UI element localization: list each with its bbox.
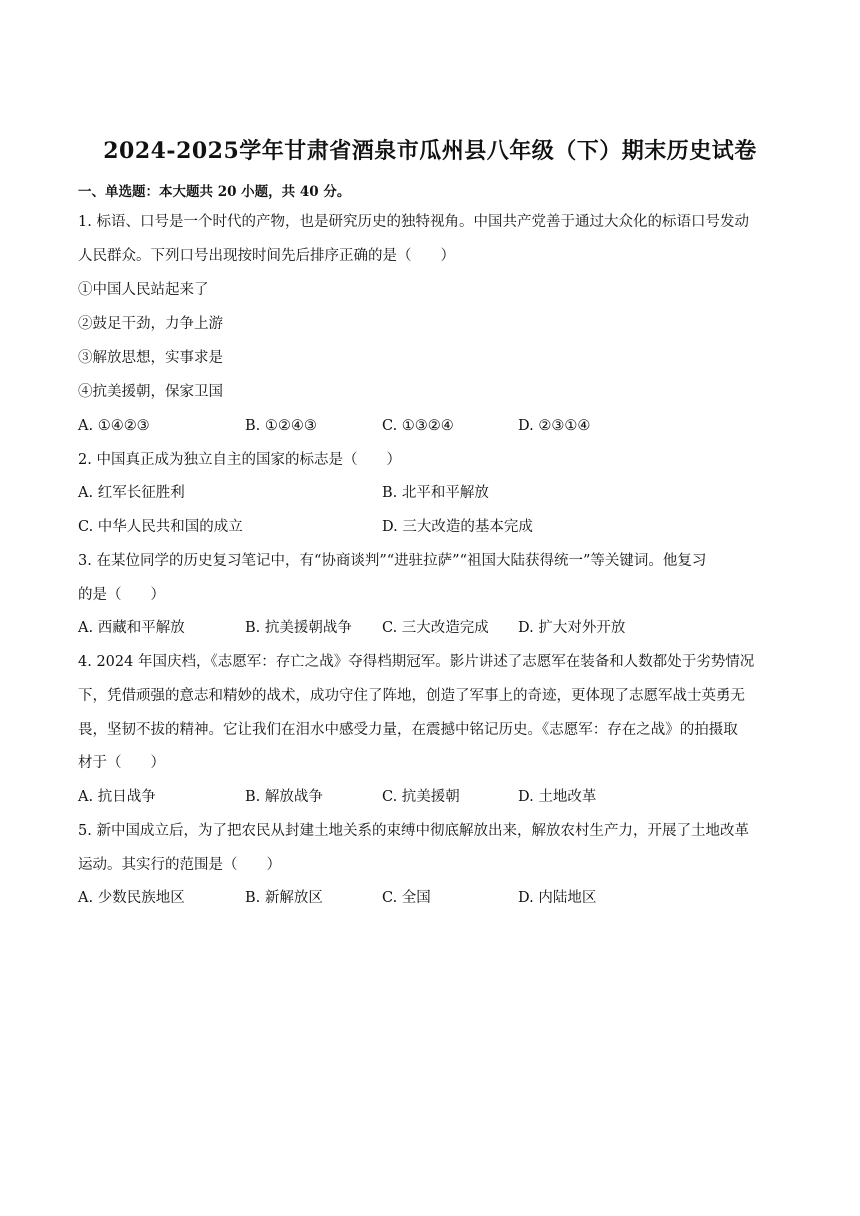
option-b: B. ①②④③ (245, 418, 317, 434)
question-stem-line: 畏，坚韧不拔的精神。它让我们在泪水中感受力量，在震撼中铭记历史。《志愿军：存在之战》的拍摄取 (78, 722, 738, 738)
option-c: C. ①③②④ (382, 418, 454, 434)
option-c: C. 三大改造完成 (382, 620, 489, 636)
question-stem-line: 材于（ ） (78, 755, 165, 771)
option-b: B. 抗美援朝战争 (245, 620, 352, 636)
question-item: ③解放思想，实事求是 (78, 350, 223, 366)
option-d: D. 内陆地区 (518, 890, 597, 906)
option-c: C. 抗美援朝 (382, 789, 460, 805)
question-stem-line: 下，凭借顽强的意志和精妙的战术，成功守住了阵地，创造了军事上的奇迹，更体现了志愿军战士英勇无 (78, 688, 745, 704)
option-c: C. 全国 (382, 890, 431, 906)
question-stem-line: 运动。其实行的范围是（ ） (78, 857, 281, 873)
question-stem-line: 1. 标语、口号是一个时代的产物，也是研究历史的独特视角。中国共产党善于通过大众化的标语口号发动 (78, 214, 749, 230)
question-stem-line: 5. 新中国成立后，为了把农民从封建土地关系的束缚中彻底解放出来，解放农村生产力，开展了土地改革 (78, 823, 749, 839)
question-item: ①中国人民站起来了 (78, 282, 209, 298)
option-d: D. 土地改革 (518, 789, 597, 805)
option-a: A. 抗日战争 (78, 789, 156, 805)
section-heading: 一、单选题：本大题共 20 小题，共 40 分。 (78, 184, 351, 200)
option-b: B. 北平和平解放 (382, 485, 489, 501)
option-d: D. 三大改造的基本完成 (382, 519, 533, 535)
option-a: A. 少数民族地区 (78, 890, 185, 906)
exam-title: 2024-2025学年甘肃省酒泉市瓜州县八年级（下）期末历史试卷 (103, 138, 757, 164)
option-d: D. 扩大对外开放 (518, 620, 626, 636)
option-a: A. 红军长征胜利 (78, 485, 185, 501)
question-stem-line: 人民群众。下列口号出现按时间先后排序正确的是（ ） (78, 248, 455, 264)
option-d: D. ②③①④ (518, 418, 591, 434)
question-stem-line: 4. 2024 年国庆档，《志愿军：存亡之战》夺得档期冠军。影片讲述了志愿军在装备和人数都处于劣势情况 (78, 654, 755, 670)
option-a: A. 西藏和平解放 (78, 620, 185, 636)
option-a: A. ①④②③ (78, 418, 150, 434)
option-b: B. 新解放区 (245, 890, 323, 906)
question-item: ②鼓足干劲，力争上游 (78, 316, 223, 332)
question-stem-line: 3. 在某位同学的历史复习笔记中，有“协商谈判”“进驻拉萨”“祖国大陆获得统一”等关键词。他复习 (78, 553, 707, 569)
question-stem-line: 2. 中国真正成为独立自主的国家的标志是（ ） (78, 452, 401, 468)
option-b: B. 解放战争 (245, 789, 323, 805)
question-item: ④抗美援朝，保家卫国 (78, 384, 223, 400)
question-stem-line: 的是（ ） (78, 587, 165, 603)
option-c: C. 中华人民共和国的成立 (78, 519, 243, 535)
